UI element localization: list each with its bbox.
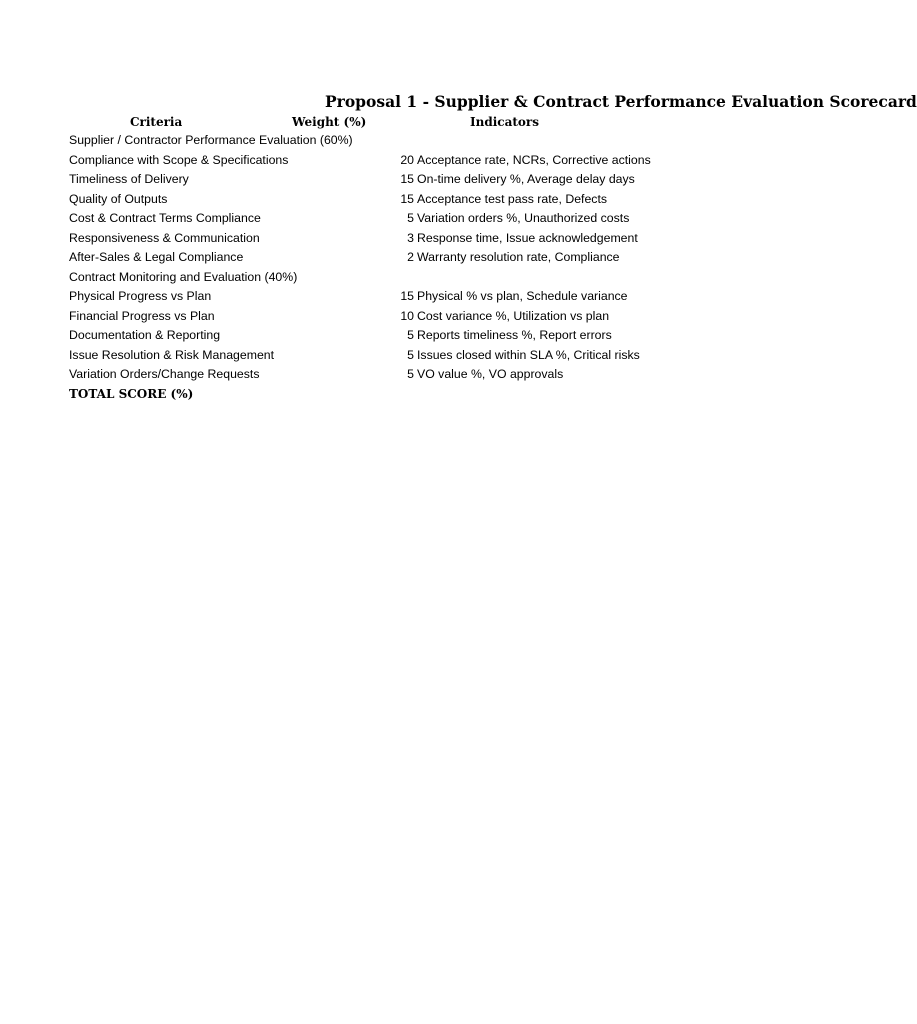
criteria-cell: After-Sales & Legal Compliance	[69, 250, 244, 264]
weight-cell: 5	[407, 367, 414, 381]
table-row	[0, 365, 602, 384]
criteria-cell: Physical Progress vs Plan	[69, 289, 212, 303]
table-row	[0, 151, 651, 170]
total-row	[0, 385, 602, 404]
weight-cell: 20	[400, 153, 414, 167]
column-header-weight: Weight (%)	[292, 115, 367, 129]
indicators-cell: Reports timeliness %, Report errors	[417, 328, 612, 342]
weight-cell: 5	[407, 211, 414, 225]
indicators-cell: Issues closed within SLA %, Critical risks	[417, 348, 640, 362]
criteria-cell: Quality of Outputs	[69, 192, 168, 206]
table-row	[0, 307, 610, 326]
criteria-cell: Contract Monitoring and Evaluation (40%)	[69, 270, 298, 284]
table-row	[0, 287, 628, 306]
section-row	[0, 131, 602, 150]
indicators-cell: Cost variance %, Utilization vs plan	[417, 309, 610, 323]
indicators-cell: On-time delivery %, Average delay days	[417, 172, 635, 186]
table-row	[0, 326, 612, 345]
table-row	[0, 209, 630, 228]
indicators-cell: Response time, Issue acknowledgement	[417, 231, 638, 245]
weight-cell: 10	[400, 309, 414, 323]
indicators-cell: Acceptance rate, NCRs, Corrective actions	[417, 153, 651, 167]
weight-cell: 15	[400, 172, 414, 186]
weight-cell: 15	[400, 289, 414, 303]
weight-cell: 15	[400, 192, 414, 206]
print-area	[0, 0, 917, 420]
sheet-title: Proposal 1 - Supplier & Contract Performance Evaluation Scorecard	[325, 92, 917, 111]
weight-cell: 5	[407, 328, 414, 342]
section-row	[0, 268, 602, 287]
criteria-cell: TOTAL SCORE (%)	[69, 387, 194, 401]
criteria-cell: Cost & Contract Terms Compliance	[69, 211, 261, 225]
criteria-cell: Documentation & Reporting	[69, 328, 221, 342]
weight-cell: 2	[407, 250, 414, 264]
weight-cell: 5	[407, 348, 414, 362]
table-row	[0, 346, 640, 365]
indicators-cell: Acceptance test pass rate, Defects	[417, 192, 608, 206]
indicators-cell: Physical % vs plan, Schedule variance	[417, 289, 628, 303]
indicators-cell: Warranty resolution rate, Compliance	[417, 250, 620, 264]
indicators-cell: Variation orders %, Unauthorized costs	[417, 211, 630, 225]
criteria-cell: Issue Resolution & Risk Management	[69, 348, 275, 362]
criteria-cell: Variation Orders/Change Requests	[69, 367, 260, 381]
column-header-indicators: Indicators	[470, 115, 539, 129]
criteria-cell: Compliance with Scope & Specifications	[69, 153, 289, 167]
table-row	[0, 170, 635, 189]
weight-cell: 3	[407, 231, 414, 245]
column-header-criteria: Criteria	[130, 115, 183, 129]
criteria-cell: Supplier / Contractor Performance Evaluation (60%)	[69, 133, 353, 147]
criteria-cell: Financial Progress vs Plan	[69, 309, 215, 323]
criteria-cell: Responsiveness & Communication	[69, 231, 260, 245]
table-row	[0, 190, 608, 209]
indicators-cell: VO value %, VO approvals	[417, 367, 564, 381]
table-row	[0, 248, 620, 267]
criteria-cell: Timeliness of Delivery	[69, 172, 189, 186]
table-row	[0, 229, 638, 248]
